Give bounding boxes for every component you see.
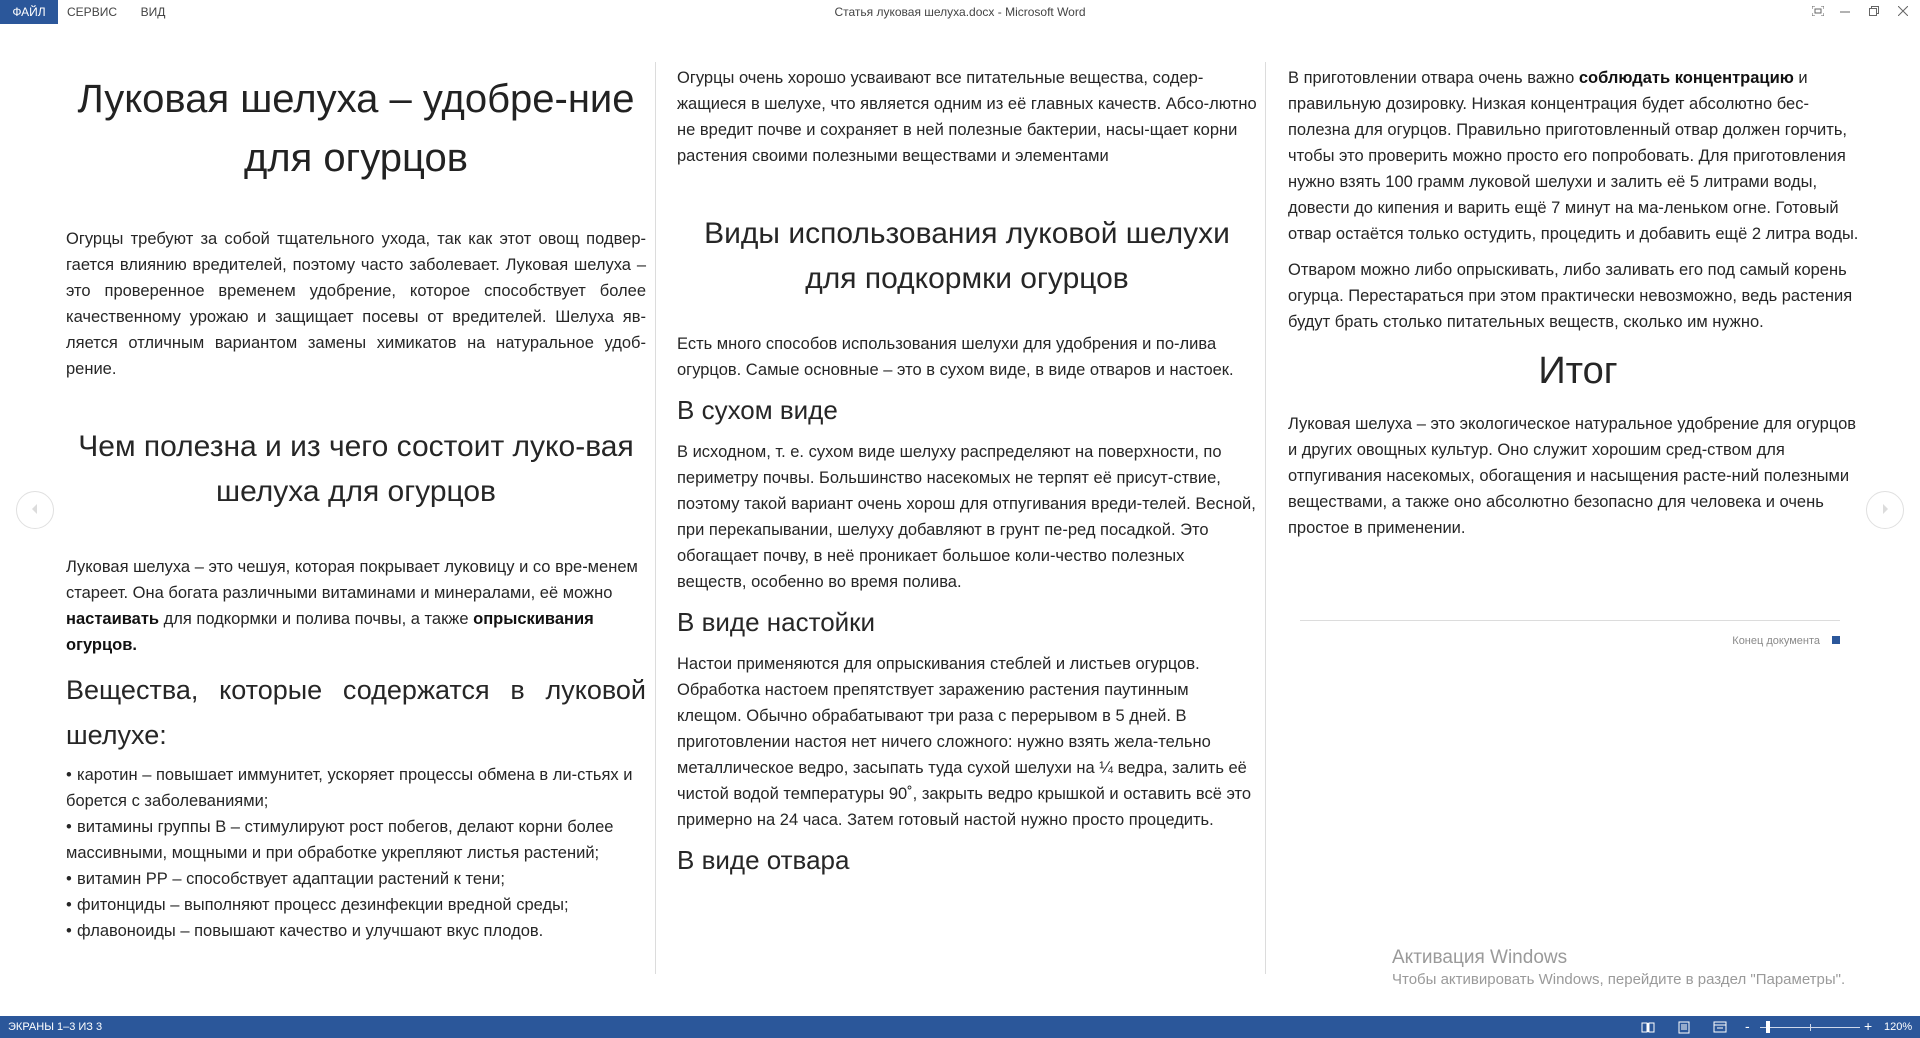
- heading-substances: Вещества, которые содержатся в луковой шелухе:: [66, 675, 646, 750]
- list-item: • каротин – повышает иммунитет, ускоряет процессы обмена в ли-стьях и борется с заболеваниями;: [66, 766, 633, 810]
- heading-usage-types: Виды использования луковой шелухи для подкормки огурцов: [704, 217, 1230, 295]
- arrow-right-icon: [1878, 502, 1892, 516]
- arrow-left-icon: [28, 502, 42, 516]
- screen-counter: ЭКРАНЫ 1–3 ИЗ 3: [8, 1021, 103, 1033]
- heading-decoction: В виде отвара: [677, 845, 850, 875]
- column-divider: [655, 62, 656, 974]
- zoom-slider-thumb[interactable]: [1766, 1021, 1770, 1033]
- restore-icon[interactable]: [1861, 0, 1887, 24]
- list-item: • флавоноиды – повышают качество и улучшают вкус плодов.: [66, 922, 544, 940]
- end-marker-icon: [1832, 636, 1840, 644]
- next-screen-button[interactable]: [1866, 491, 1904, 529]
- heading-dry: В сухом виде: [677, 395, 838, 425]
- paragraph-decoction: В приготовлении отвара очень важно соблюдать концентрацию и правильную дозировку. Низкая концентрация будет абсолютно бес-полезна для огурцов. Правильно приготовленный отвар должен горчить, чтобы это проверить можно просто его попробовать. Для приготовления нужно взять 100 грамм луковой шелухи и залить её 5 литрами воды, довести до кипения и варить ещё 7 минут на ма-леньком огне. Готовый отвар остаётся только остудить, процедить и добавить ещё 2 литра воды.: [1288, 69, 1859, 243]
- menu-view[interactable]: ВИД: [140, 5, 166, 19]
- bold-term: настаивать: [66, 610, 160, 628]
- paragraph-usage: Есть много способов использования шелухи для удобрения и по-лива огурцов. Самые основные – это в сухом виде, в виде отваров и настоек.: [677, 335, 1234, 379]
- web-layout-icon[interactable]: [1712, 1019, 1728, 1035]
- intro-paragraph: Огурцы требуют за собой тщательного ухода, так как этот овощ подвер-гается влиянию вредителей, поэтому часто заболевает. Луковая шелуха – это проверенное временем удобрение, которое способствует более качественному урожаю и защищает посевы от вредителей. Шелуха яв-ляется отличным вариантом замены химикатов на натуральное удоб-рение.: [66, 230, 646, 378]
- paragraph-dry: В исходном, т. е. сухом виде шелуху распределяют на поверхности, по периметру почвы. Большинство насекомых не терпят её присут-ствие, поэтому такой вариант очень хорош для отпугивания вреди-телей. Весной, при перекапывании, шелуху добавляют в грунт пе-ред посадкой. Это обогащает почву, в неё проникает большое коли-чество полезных веществ, особенно во время полива.: [677, 443, 1256, 591]
- paragraph-infusion: Настои применяются для опрыскивания стеблей и листьев огурцов. Обработка настоем препятствует заражению растения паутинным клещом. Обычно обрабатывают три раза с перерывом в 5 дней. В приготовлении настоя нет ничего сложного: нужно взять жела-тельно металлическое ведро, засыпать туда сухой шелухи на ¼ ведра, залить её чистой водой температуры 90˚, закрыть ведро крышкой и оставить всё это примерно на 24 часа. Затем готовый настой нужно просто процедить.: [677, 655, 1252, 829]
- close-icon[interactable]: [1890, 0, 1916, 24]
- substances-list: [66, 762, 646, 944]
- zoom-slider-midpoint: [1810, 1024, 1811, 1031]
- end-separator: [1300, 620, 1840, 621]
- list-item: • витамины группы В – стимулируют рост побегов, делают корни более массивными, мощными и при обработке укрепляют листья растений;: [66, 818, 614, 862]
- list-item: • фитонциды – выполняют процесс дезинфекции вредной среды;: [66, 896, 569, 914]
- page-column-1: [66, 60, 646, 944]
- zoom-out-button[interactable]: -: [1745, 1018, 1750, 1034]
- status-bar: [0, 1016, 1920, 1038]
- zoom-in-button[interactable]: +: [1864, 1018, 1873, 1034]
- title-bar: [0, 0, 1920, 24]
- column-divider: [1265, 62, 1266, 974]
- document-title: Луковая шелуха – удобре-ние для огурцов: [77, 77, 635, 180]
- read-mode-icon[interactable]: [1640, 1019, 1656, 1035]
- minimize-icon[interactable]: [1832, 0, 1858, 24]
- window-title: Статья луковая шелуха.docx - Microsoft Word: [834, 5, 1086, 19]
- previous-screen-button[interactable]: [16, 491, 54, 529]
- paragraph-absorption: Огурцы очень хорошо усваивают все питательные вещества, содер-жащиеся в шелухе, что является одним из её главных качеств. Абсо-лютно не вредит почве и сохраняет в ней полезные бактерии, насы-щает корни растения своими полезными веществами и элементами: [677, 69, 1257, 165]
- bold-term: опрыскивания огурцов.: [66, 610, 594, 654]
- paragraph-composition: Луковая шелуха – это чешуя, которая покрывает луковицу и со вре-менем стареет. Она богата различными витаминами и минералами, её можно настаивать для подкормки и полива почвы, а также опрыскивания огурцов.: [66, 558, 638, 654]
- heading-summary: Итог: [1538, 350, 1618, 392]
- bold-term: соблюдать концентрацию: [1578, 69, 1794, 87]
- list-item: • витамин РР – способствует адаптации растений к тени;: [66, 870, 505, 888]
- heading-infusion: В виде настойки: [677, 607, 876, 637]
- page-column-2: [677, 60, 1257, 881]
- page-column-3: [1288, 60, 1868, 541]
- paragraph-summary: Луковая шелуха – это экологическое натуральное удобрение для огурцов и других овощных культур. Оно служит хорошим сред-ством для отпугивания насекомых, обогащения и насыщения расте-ний полезными веществами, а также оно абсолютно безопасно для человека и очень простое в применении.: [1288, 415, 1857, 537]
- paragraph-spraying: Отваром можно либо опрыскивать, либо заливать его под самый корень огурца. Перестараться при этом практически невозможно, ведь растения будут брать столько питательных веществ, сколько им нужно.: [1288, 261, 1853, 331]
- menu-service[interactable]: СЕРВИС: [67, 5, 117, 19]
- fullscreen-icon[interactable]: [1805, 0, 1831, 24]
- menu-file[interactable]: ФАЙЛ: [0, 0, 58, 24]
- heading-benefits: Чем полезна и из чего состоит луко-вая шелуха для огурцов: [78, 430, 634, 508]
- end-of-document: Конец документа: [1600, 635, 1840, 647]
- windows-activation-watermark: Активация Windows Чтобы активировать Windows, перейдите в раздел "Параметры".: [1392, 947, 1846, 988]
- zoom-level[interactable]: 120%: [1884, 1021, 1913, 1033]
- print-layout-icon[interactable]: [1676, 1019, 1692, 1035]
